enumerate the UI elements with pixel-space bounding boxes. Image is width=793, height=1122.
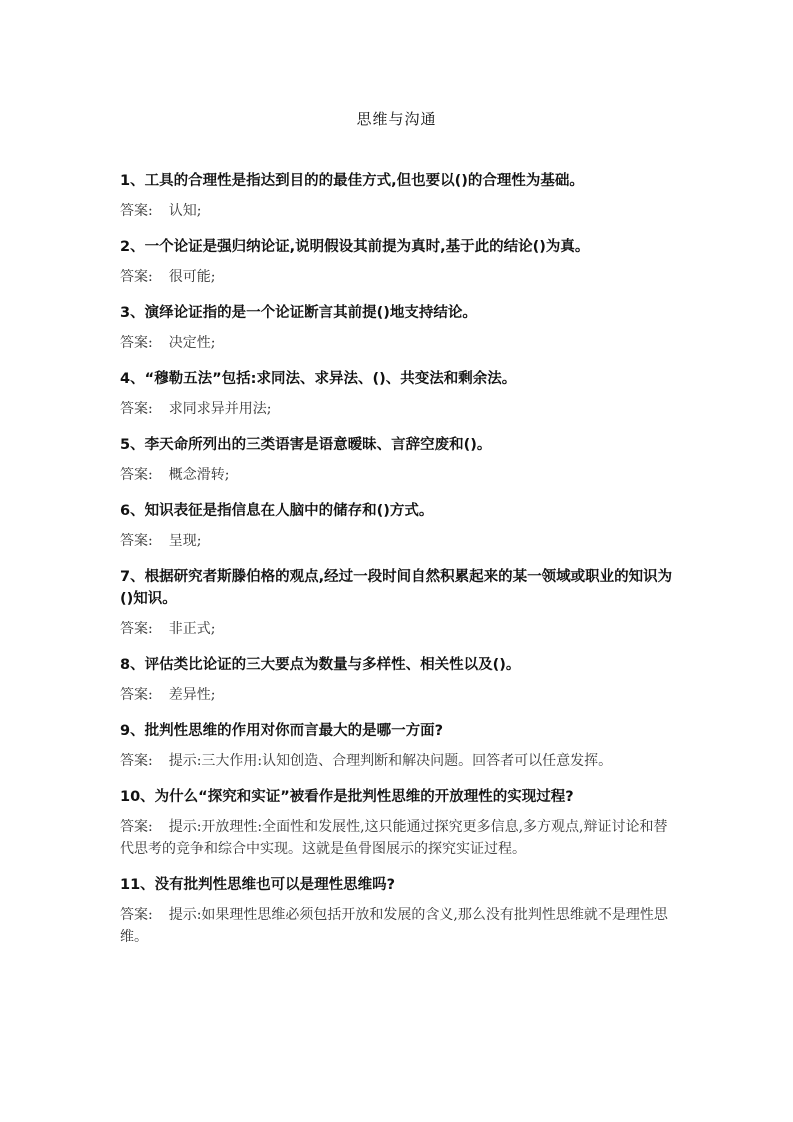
answer-text: 很可能; [168,269,216,285]
answer-text: 概念滑转; [168,467,230,483]
answer-label: 答案: [120,687,153,703]
qa-item [120,786,680,860]
qa-item [120,302,680,354]
question-text: 2、一个论证是强归纳论证,说明假设其前提为真时,基于此的结论()为真。 [120,239,590,255]
answer-text: 呈现; [168,533,202,549]
answer-line [120,332,680,354]
answer-line [120,904,680,948]
answer-text: 提示:开放理性:全面性和发展性,这只能通过探究更多信息,多方观点,辩证讨论和替代思考的竞争和综合中实现。这就是鱼骨图展示的探究实证过程。 [120,819,668,857]
answer-text: 差异性; [168,687,216,703]
answer-label: 答案: [120,621,153,637]
answer-text: 认知; [168,203,202,219]
qa-item [120,500,680,552]
answer-line [120,684,680,706]
answer-label: 答案: [120,819,153,835]
question-text: 11、没有批判性思维也可以是理性思维吗? [120,877,396,893]
answer-label: 答案: [120,467,153,483]
qa-item [120,874,680,948]
answer-line [120,200,680,222]
answer-line [120,266,680,288]
answer-line [120,750,680,772]
answer-label: 答案: [120,335,153,351]
qa-item [120,170,680,222]
question-text: 9、批判性思维的作用对你而言最大的是哪一方面? [120,723,443,739]
question-text: 5、李天命所列出的三类语害是语意暧昧、言辞空废和()。 [120,437,492,453]
answer-label: 答案: [120,401,153,417]
answer-line [120,398,680,420]
document-title: 思维与沟通 [356,110,437,128]
question-text: 6、知识表征是指信息在人脑中的储存和()方式。 [120,503,434,519]
answer-line [120,618,680,640]
answer-label: 答案: [120,203,153,219]
question-text: 4、“穆勒五法”包括:求同法、求异法、()、共变法和剩余法。 [120,371,517,387]
answer-text: 求同求异并用法; [168,401,272,417]
answer-line [120,530,680,552]
question-text: 7、根据研究者斯滕伯格的观点,经过一段时间自然积累起来的某一领域或职业的知识为()知识。 [120,569,673,607]
question-text: 8、评估类比论证的三大要点为数量与多样性、相关性以及()。 [120,657,521,673]
answer-text: 非正式; [168,621,216,637]
qa-item [120,566,680,640]
answer-label: 答案: [120,907,153,923]
answer-line [120,464,680,486]
question-text: 3、演绎论证指的是一个论证断言其前提()地支持结论。 [120,305,477,321]
answer-text: 提示:三大作用:认知创造、合理判断和解决问题。回答者可以任意发挥。 [168,753,613,769]
answer-label: 答案: [120,533,153,549]
qa-item [120,236,680,288]
qa-item [120,720,680,772]
qa-list [120,170,680,962]
question-text: 10、为什么“探究和实证”被看作是批判性思维的开放理性的实现过程? [120,789,574,805]
qa-item [120,434,680,486]
answer-line [120,816,680,860]
answer-text: 提示:如果理性思维必须包括开放和发展的含义,那么没有批判性思维就不是理性思维。 [120,907,668,945]
qa-item [120,654,680,706]
question-text: 1、工具的合理性是指达到目的的最佳方式,但也要以()的合理性为基础。 [120,173,584,189]
qa-item [120,368,680,420]
answer-text: 决定性; [168,335,216,351]
answer-label: 答案: [120,269,153,285]
answer-label: 答案: [120,753,153,769]
